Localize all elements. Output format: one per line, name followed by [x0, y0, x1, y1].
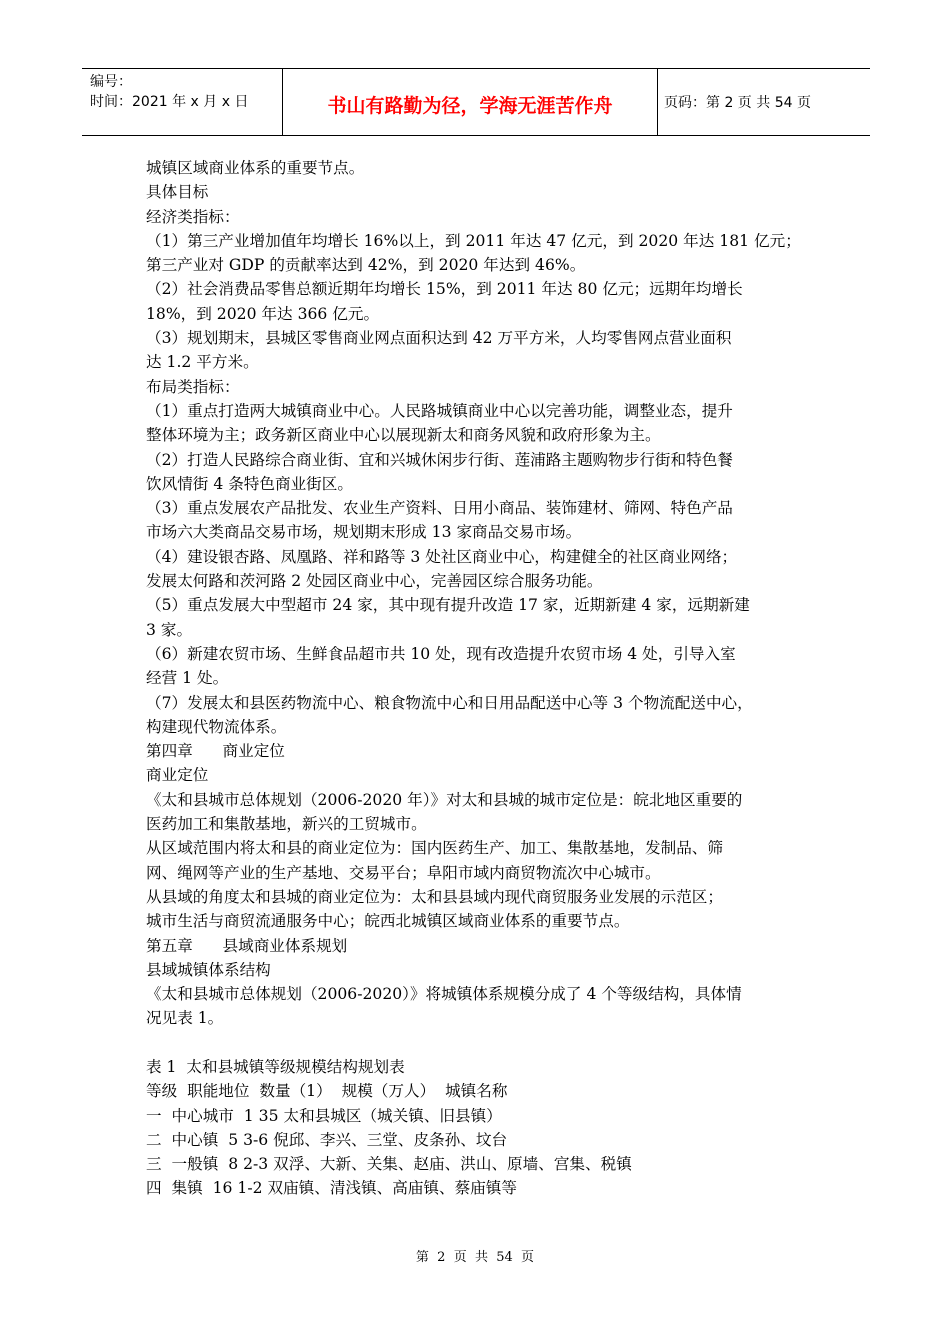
- header-page-info: 页码：第 2 页 共 54 页: [664, 95, 811, 111]
- town-hierarchy-table: [146, 1055, 816, 1201]
- table-header-row: 等级 职能地位 数量（1） 规模（万人） 城镇名称: [146, 1082, 508, 1101]
- table-body: [146, 1104, 816, 1201]
- document-header: [82, 68, 870, 136]
- text-line: 第三产业对 GDP 的贡献率达到 42%，到 2020 年达到 46%。: [146, 256, 586, 275]
- text-line: 饮风情街 4 条特色商业街区。: [146, 474, 353, 493]
- text-line: 18%，到 2020 年达 366 亿元。: [146, 304, 380, 323]
- text-line: 况见表 1。: [146, 1009, 224, 1028]
- text-line: 发展太何路和茨河路 2 处园区商业中心，完善园区综合服务功能。: [146, 572, 603, 591]
- text-line: 医药加工和集散基地，新兴的工贸城市。: [146, 815, 427, 834]
- text-line: （3）重点发展农产品批发、农业生产资料、日用小商品、装饰建材、筛网、特色产品: [146, 499, 733, 518]
- page-footer: [0, 1246, 950, 1265]
- text-line: 县域城镇体系结构: [146, 960, 271, 979]
- text-line: [146, 1031, 816, 1055]
- table-row: 三 一般镇 8 2-3 双浮、大新、关集、赵庙、洪山、原墙、宫集、税镇: [146, 1155, 632, 1174]
- text-line: 网、绳网等产业的生产基地、交易平台；阜阳市域内商贸物流次中心城市。: [146, 863, 661, 882]
- text-line: 从区域范围内将太和县的商业定位为：国内医药生产、加工、集散基地，发制品、筛: [146, 839, 723, 858]
- header-meta: [82, 69, 283, 135]
- text-line: 《太和县城市总体规划（2006-2020 年）》对太和县城的城市定位是：皖北地区重要的: [146, 790, 743, 809]
- text-line: 具体目标: [146, 183, 209, 202]
- text-line: （6）新建农贸市场、生鲜食品超市共 10 处，现有改造提升农贸市场 4 处，引导入室: [146, 644, 736, 663]
- text-line: 布局类指标：: [146, 377, 240, 396]
- text-line: 达 1.2 平方米。: [146, 353, 259, 372]
- text-line: 构建现代物流体系。: [146, 717, 287, 736]
- text-line: 第五章 县域商业体系规划: [146, 936, 348, 955]
- document-number-label: 编号：: [90, 74, 132, 90]
- text-line: 第四章 商业定位: [146, 742, 285, 761]
- table-row: 二 中心镇 5 3-6 倪邱、李兴、三堂、皮条孙、坟台: [146, 1130, 508, 1149]
- document-body: [146, 156, 816, 1201]
- text-line: 商业定位: [146, 766, 209, 785]
- text-line: （1）第三产业增加值年均增长 16%以上，到 2011 年达 47 亿元，到 2020 年达 181 亿元；: [146, 231, 801, 250]
- text-line: 整体环境为主；政务新区商业中心以展现新太和商务风貌和政府形象为主。: [146, 426, 661, 445]
- table-row: 一 中心城市 1 35 太和县城区（城关镇、旧县镇）: [146, 1106, 502, 1125]
- text-line: 经济类指标：: [146, 207, 240, 226]
- text-line: （5）重点发展大中型超市 24 家，其中现有提升改造 17 家，近期新建 4 家，远期新建: [146, 596, 750, 615]
- text-line: 3 家。: [146, 620, 193, 639]
- text-line: 经营 1 处。: [146, 669, 229, 688]
- text-line: （1）重点打造两大城镇商业中心。人民路城镇商业中心以完善功能，调整业态，提升: [146, 401, 733, 420]
- text-line: （2）社会消费品零售总额近期年均增长 15%，到 2011 年达 80 亿元；远期年均增长: [146, 280, 743, 299]
- document-date-label: 时间：2021 年 x 月 x 日: [90, 94, 249, 110]
- text-line: 城镇区域商业体系的重要节点。: [146, 159, 365, 177]
- text-line: 市场六大类商品交易市场，规划期末形成 13 家商品交易市场。: [146, 523, 582, 542]
- footer-page-number: 第 2 页 共 54 页: [415, 1250, 535, 1265]
- header-motto: 书山有路勤为径，学海无涯苦作舟: [283, 69, 658, 135]
- text-line: （2）打造人民路综合商业街、宜和兴城休闲步行街、莲浦路主题购物步行街和特色餐: [146, 450, 733, 469]
- text-line: （7）发展太和县医药物流中心、粮食物流中心和日用品配送中心等 3 个物流配送中心，: [146, 693, 753, 712]
- text-line: （4）建设银杏路、凤凰路、祥和路等 3 处社区商业中心，构建健全的社区商业网络；: [146, 547, 738, 566]
- text-line: 从县域的角度太和县城的商业定位为：太和县县域内现代商贸服务业发展的示范区；: [146, 887, 723, 906]
- table-caption: 表 1 太和县城镇等级规模结构规划表: [146, 1057, 405, 1076]
- body-text: [146, 156, 816, 1055]
- text-line: （3）规划期末，县城区零售商业网点面积达到 42 万平方米，人均零售网点营业面积: [146, 329, 732, 348]
- text-line: 城市生活与商贸流通服务中心；皖西北城镇区域商业体系的重要节点。: [146, 912, 630, 931]
- text-line: 《太和县城市总体规划（2006-2020）》将城镇体系规模分成了 4 个等级结构，具体情: [146, 985, 742, 1004]
- table-row: 四 集镇 16 1-2 双庙镇、清浅镇、高庙镇、蔡庙镇等: [146, 1179, 517, 1198]
